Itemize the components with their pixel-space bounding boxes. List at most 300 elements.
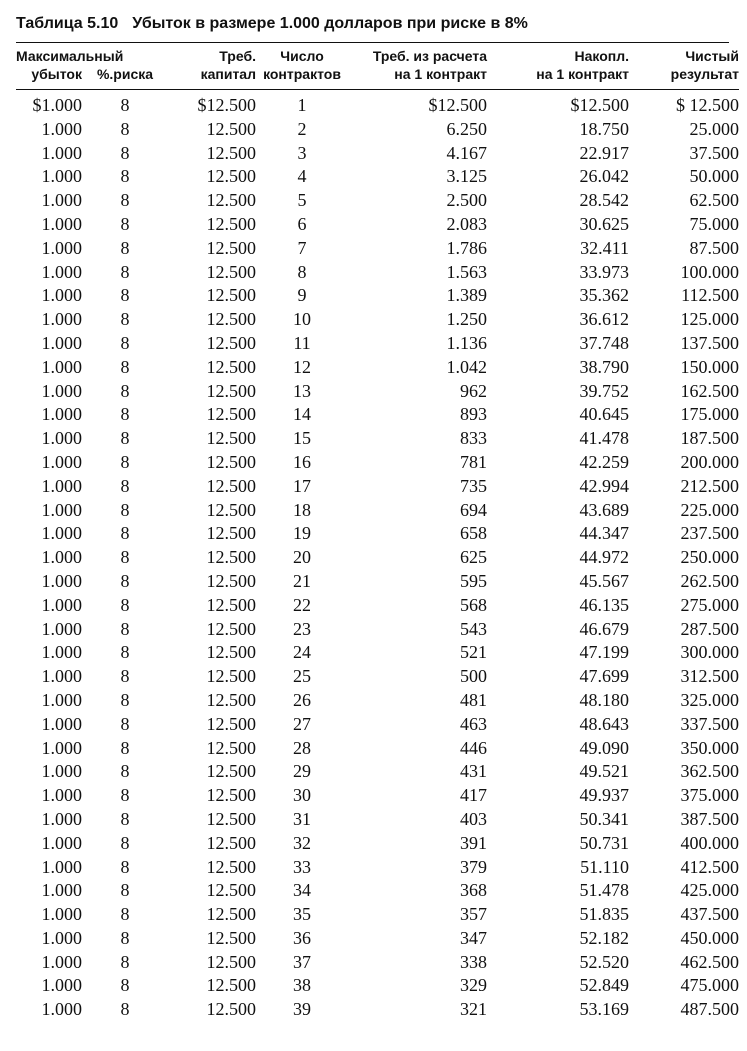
cell-required-capital: 12.500	[206, 737, 256, 758]
cell-max-loss: 1.000	[41, 975, 82, 996]
cell-contracts: 24	[293, 642, 311, 663]
column-header-accumulated-per-contract: Накопл. на 1 контракт	[536, 48, 629, 82]
table-row	[16, 356, 739, 380]
cell-max-loss: 1.000	[41, 808, 82, 829]
cell-net-result: 50.000	[689, 166, 739, 187]
cell-required-capital: 12.500	[206, 332, 256, 353]
cell-accumulated-per-contract: 35.362	[579, 285, 629, 306]
cell-contracts: 26	[293, 689, 311, 710]
header-row	[16, 43, 739, 90]
cell-contracts: 19	[293, 523, 311, 544]
cell-risk-percent: 8	[120, 666, 130, 687]
cell-net-result: 450.000	[680, 927, 739, 948]
cell-max-loss: 1.000	[41, 832, 82, 853]
cell-required-per-contract: 568	[460, 594, 487, 615]
cell-net-result: $ 12.500	[676, 95, 739, 115]
cell-required-capital: 12.500	[206, 547, 256, 568]
cell-max-loss: 1.000	[41, 428, 82, 449]
cell-required-capital: 12.500	[206, 190, 256, 211]
cell-risk-percent: 8	[120, 451, 130, 472]
cell-max-loss: 1.000	[41, 761, 82, 782]
cell-net-result: 375.000	[680, 785, 739, 806]
cell-accumulated-per-contract: 47.699	[579, 666, 629, 687]
cell-max-loss: 1.000	[41, 785, 82, 806]
cell-contracts: 1	[297, 95, 307, 115]
cell-accumulated-per-contract: 52.849	[579, 975, 629, 996]
cell-contracts: 17	[293, 475, 311, 496]
cell-accumulated-per-contract: 47.199	[579, 642, 629, 663]
table-row	[16, 927, 739, 951]
cell-required-capital: 12.500	[206, 142, 256, 163]
table-row	[16, 856, 739, 880]
cell-required-capital: 12.500	[206, 832, 256, 853]
table-row	[16, 380, 739, 404]
cell-net-result: 187.500	[680, 428, 739, 449]
cell-contracts: 18	[293, 499, 311, 520]
table-row	[16, 403, 739, 427]
cell-required-per-contract: 6.250	[446, 118, 487, 139]
cell-required-per-contract: 658	[460, 523, 487, 544]
cell-risk-percent: 8	[120, 832, 130, 853]
cell-required-per-contract: 500	[460, 666, 487, 687]
cell-net-result: 237.500	[680, 523, 739, 544]
column-header-risk-percent: %.риска	[96, 66, 154, 82]
column-header-contracts: Число контрактов	[263, 48, 341, 82]
cell-accumulated-per-contract: 43.689	[579, 499, 629, 520]
table-header	[16, 43, 739, 90]
cell-required-per-contract: 338	[460, 951, 487, 972]
cell-accumulated-per-contract: 33.973	[579, 261, 629, 282]
cell-required-per-contract: 1.136	[446, 332, 487, 353]
cell-risk-percent: 8	[120, 856, 130, 877]
cell-net-result: 112.500	[681, 285, 739, 306]
cell-required-per-contract: 781	[460, 451, 487, 472]
cell-contracts: 16	[293, 451, 311, 472]
cell-net-result: 325.000	[680, 689, 739, 710]
table-row	[16, 618, 739, 642]
cell-accumulated-per-contract: 32.411	[580, 237, 629, 258]
cell-accumulated-per-contract: 49.090	[579, 737, 629, 758]
cell-contracts: 6	[297, 213, 307, 234]
cell-risk-percent: 8	[120, 713, 130, 734]
cell-max-loss: 1.000	[41, 190, 82, 211]
table-row	[16, 665, 739, 689]
cell-net-result: 25.000	[689, 118, 739, 139]
cell-max-loss: 1.000	[41, 666, 82, 687]
cell-required-per-contract: 368	[460, 880, 487, 901]
table-row	[16, 284, 739, 308]
cell-accumulated-per-contract: 52.182	[579, 927, 629, 948]
cell-accumulated-per-contract: 44.347	[579, 523, 629, 544]
cell-contracts: 7	[297, 237, 307, 258]
cell-required-capital: 12.500	[206, 237, 256, 258]
cell-net-result: 350.000	[680, 737, 739, 758]
cell-risk-percent: 8	[120, 118, 130, 139]
cell-accumulated-per-contract: 22.917	[579, 142, 629, 163]
cell-required-per-contract: 357	[460, 904, 487, 925]
cell-required-per-contract: 379	[460, 856, 487, 877]
cell-required-per-contract: 329	[460, 975, 487, 996]
cell-required-capital: 12.500	[206, 475, 256, 496]
cell-required-capital: 12.500	[206, 785, 256, 806]
cell-accumulated-per-contract: 46.135	[579, 594, 629, 615]
cell-max-loss: 1.000	[41, 261, 82, 282]
cell-max-loss: 1.000	[41, 213, 82, 234]
cell-risk-percent: 8	[120, 761, 130, 782]
cell-risk-percent: 8	[120, 190, 130, 211]
table-row	[16, 832, 739, 856]
cell-required-per-contract: 1.389	[446, 285, 487, 306]
cell-contracts: 32	[293, 832, 311, 853]
cell-accumulated-per-contract: 38.790	[579, 356, 629, 377]
cell-max-loss: 1.000	[41, 332, 82, 353]
cell-net-result: 62.500	[689, 190, 739, 211]
cell-contracts: 5	[297, 190, 307, 211]
cell-required-capital: $12.500	[197, 95, 256, 115]
cell-net-result: 337.500	[680, 713, 739, 734]
table-row	[16, 879, 739, 903]
cell-max-loss: 1.000	[41, 594, 82, 615]
cell-contracts: 34	[293, 880, 311, 901]
cell-net-result: 162.500	[680, 380, 739, 401]
cell-required-capital: 12.500	[206, 499, 256, 520]
cell-required-per-contract: 833	[460, 428, 487, 449]
cell-max-loss: $1.000	[32, 95, 82, 115]
cell-required-capital: 12.500	[206, 285, 256, 306]
table-row	[16, 998, 739, 1022]
cell-net-result: 250.000	[680, 547, 739, 568]
cell-required-capital: 12.500	[206, 118, 256, 139]
cell-required-per-contract: 962	[460, 380, 487, 401]
cell-max-loss: 1.000	[41, 523, 82, 544]
cell-max-loss: 1.000	[41, 927, 82, 948]
cell-contracts: 39	[293, 999, 311, 1020]
cell-max-loss: 1.000	[41, 404, 82, 425]
cell-net-result: 100.000	[680, 261, 739, 282]
cell-risk-percent: 8	[120, 428, 130, 449]
cell-accumulated-per-contract: 28.542	[579, 190, 629, 211]
cell-net-result: 125.000	[680, 309, 739, 330]
cell-risk-percent: 8	[120, 475, 130, 496]
cell-contracts: 38	[293, 975, 311, 996]
column-header-max-loss: Максимальный убыток	[16, 48, 124, 82]
cell-required-per-contract: 403	[460, 808, 487, 829]
cell-required-capital: 12.500	[206, 594, 256, 615]
cell-accumulated-per-contract: 41.478	[579, 428, 629, 449]
cell-risk-percent: 8	[120, 927, 130, 948]
cell-accumulated-per-contract: 44.972	[579, 547, 629, 568]
cell-contracts: 12	[293, 356, 311, 377]
table-row	[16, 974, 739, 998]
cell-max-loss: 1.000	[41, 570, 82, 591]
cell-net-result: 412.500	[680, 856, 739, 877]
cell-net-result: 400.000	[680, 832, 739, 853]
cell-required-per-contract: 893	[460, 404, 487, 425]
cell-risk-percent: 8	[120, 547, 130, 568]
cell-net-result: 212.500	[680, 475, 739, 496]
cell-required-per-contract: 1.563	[446, 261, 487, 282]
cell-max-loss: 1.000	[41, 999, 82, 1020]
cell-max-loss: 1.000	[41, 475, 82, 496]
cell-risk-percent: 8	[120, 642, 130, 663]
cell-required-capital: 12.500	[206, 713, 256, 734]
cell-required-per-contract: 431	[460, 761, 487, 782]
cell-required-capital: 12.500	[206, 904, 256, 925]
cell-contracts: 11	[293, 332, 311, 353]
table-row	[16, 90, 739, 118]
cell-net-result: 487.500	[680, 999, 739, 1020]
cell-required-per-contract: 2.083	[446, 213, 487, 234]
table-caption	[16, 12, 729, 36]
cell-net-result: 175.000	[680, 404, 739, 425]
table-row	[16, 594, 739, 618]
cell-max-loss: 1.000	[41, 547, 82, 568]
cell-required-capital: 12.500	[206, 951, 256, 972]
table-number: Таблица 5.10	[16, 15, 119, 32]
cell-required-capital: 12.500	[206, 808, 256, 829]
cell-net-result: 300.000	[680, 642, 739, 663]
table-row	[16, 165, 739, 189]
cell-max-loss: 1.000	[41, 689, 82, 710]
cell-accumulated-per-contract: 48.643	[579, 713, 629, 734]
cell-required-per-contract: 625	[460, 547, 487, 568]
cell-max-loss: 1.000	[41, 951, 82, 972]
table-row	[16, 332, 739, 356]
table-row	[16, 570, 739, 594]
cell-contracts: 21	[293, 570, 311, 591]
cell-max-loss: 1.000	[41, 713, 82, 734]
column-header-required-per-contract: Треб. из расчета на 1 контракт	[372, 48, 487, 82]
cell-accumulated-per-contract: 51.110	[580, 856, 629, 877]
cell-contracts: 2	[297, 118, 307, 139]
cell-accumulated-per-contract: 26.042	[579, 166, 629, 187]
cell-required-capital: 12.500	[206, 642, 256, 663]
cell-contracts: 4	[297, 166, 307, 187]
cell-risk-percent: 8	[120, 404, 130, 425]
table-body	[16, 90, 739, 1023]
cell-contracts: 10	[293, 309, 311, 330]
cell-required-per-contract: 1.250	[446, 309, 487, 330]
cell-accumulated-per-contract: 51.835	[579, 904, 629, 925]
table-row	[16, 903, 739, 927]
cell-contracts: 36	[293, 927, 311, 948]
cell-accumulated-per-contract: 49.521	[579, 761, 629, 782]
table-row	[16, 808, 739, 832]
cell-risk-percent: 8	[120, 285, 130, 306]
cell-accumulated-per-contract: 45.567	[579, 570, 629, 591]
cell-max-loss: 1.000	[41, 904, 82, 925]
table-row	[16, 689, 739, 713]
cell-max-loss: 1.000	[41, 880, 82, 901]
cell-required-per-contract: 321	[460, 999, 487, 1020]
cell-risk-percent: 8	[120, 594, 130, 615]
cell-risk-percent: 8	[120, 951, 130, 972]
cell-accumulated-per-contract: 42.259	[579, 451, 629, 472]
cell-required-per-contract: 1.042	[446, 356, 487, 377]
table-row	[16, 713, 739, 737]
table-row	[16, 308, 739, 332]
cell-required-capital: 12.500	[206, 428, 256, 449]
table-row	[16, 261, 739, 285]
cell-contracts: 30	[293, 785, 311, 806]
cell-max-loss: 1.000	[41, 856, 82, 877]
cell-contracts: 33	[293, 856, 311, 877]
cell-risk-percent: 8	[120, 166, 130, 187]
cell-max-loss: 1.000	[41, 451, 82, 472]
table-row	[16, 522, 739, 546]
cell-contracts: 37	[293, 951, 311, 972]
cell-contracts: 28	[293, 737, 311, 758]
table-row	[16, 237, 739, 261]
cell-risk-percent: 8	[120, 570, 130, 591]
cell-required-capital: 12.500	[206, 523, 256, 544]
cell-max-loss: 1.000	[41, 142, 82, 163]
cell-net-result: 75.000	[689, 213, 739, 234]
cell-required-capital: 12.500	[206, 761, 256, 782]
cell-required-capital: 12.500	[206, 570, 256, 591]
cell-risk-percent: 8	[120, 261, 130, 282]
cell-required-capital: 12.500	[206, 856, 256, 877]
cell-required-per-contract: 694	[460, 499, 487, 520]
cell-required-capital: 12.500	[206, 213, 256, 234]
cell-accumulated-per-contract: 42.994	[579, 475, 629, 496]
cell-required-per-contract: 4.167	[446, 142, 487, 163]
cell-accumulated-per-contract: 39.752	[579, 380, 629, 401]
cell-net-result: 425.000	[680, 880, 739, 901]
cell-accumulated-per-contract: 30.625	[579, 213, 629, 234]
cell-max-loss: 1.000	[41, 499, 82, 520]
cell-max-loss: 1.000	[41, 285, 82, 306]
cell-required-per-contract: 595	[460, 570, 487, 591]
table-row	[16, 737, 739, 761]
cell-contracts: 35	[293, 904, 311, 925]
cell-required-capital: 12.500	[206, 999, 256, 1020]
cell-required-per-contract: 417	[460, 785, 487, 806]
cell-accumulated-per-contract: 53.169	[579, 999, 629, 1020]
cell-risk-percent: 8	[120, 237, 130, 258]
cell-net-result: 262.500	[680, 570, 739, 591]
cell-required-capital: 12.500	[206, 404, 256, 425]
cell-max-loss: 1.000	[41, 642, 82, 663]
cell-net-result: 362.500	[680, 761, 739, 782]
cell-contracts: 3	[297, 142, 307, 163]
cell-net-result: 87.500	[689, 237, 739, 258]
cell-required-per-contract: 3.125	[446, 166, 487, 187]
cell-required-capital: 12.500	[206, 451, 256, 472]
cell-risk-percent: 8	[120, 213, 130, 234]
cell-contracts: 22	[293, 594, 311, 615]
cell-risk-percent: 8	[120, 380, 130, 401]
cell-max-loss: 1.000	[41, 118, 82, 139]
cell-risk-percent: 8	[120, 785, 130, 806]
table-row	[16, 142, 739, 166]
cell-accumulated-per-contract: 37.748	[579, 332, 629, 353]
cell-required-per-contract: 521	[460, 642, 487, 663]
cell-required-capital: 12.500	[206, 356, 256, 377]
cell-risk-percent: 8	[120, 880, 130, 901]
cell-max-loss: 1.000	[41, 356, 82, 377]
cell-contracts: 27	[293, 713, 311, 734]
cell-contracts: 9	[297, 285, 307, 306]
column-header-net-result: Чистый результат	[670, 48, 739, 82]
cell-required-per-contract: 2.500	[446, 190, 487, 211]
cell-net-result: 225.000	[680, 499, 739, 520]
cell-required-capital: 12.500	[206, 689, 256, 710]
cell-required-capital: 12.500	[206, 309, 256, 330]
cell-required-capital: 12.500	[206, 261, 256, 282]
table-row	[16, 784, 739, 808]
loss-table	[16, 43, 739, 1022]
cell-net-result: 462.500	[680, 951, 739, 972]
cell-required-capital: 12.500	[206, 166, 256, 187]
cell-risk-percent: 8	[120, 689, 130, 710]
cell-risk-percent: 8	[120, 356, 130, 377]
cell-max-loss: 1.000	[41, 380, 82, 401]
cell-contracts: 15	[293, 428, 311, 449]
cell-risk-percent: 8	[120, 95, 130, 115]
table-title: Убыток в размере 1.000 долларов при риске в 8%	[132, 15, 528, 32]
cell-required-per-contract: 347	[460, 927, 487, 948]
table-row	[16, 451, 739, 475]
cell-accumulated-per-contract: $12.500	[570, 95, 629, 115]
cell-risk-percent: 8	[120, 618, 130, 639]
cell-risk-percent: 8	[120, 904, 130, 925]
cell-accumulated-per-contract: 46.679	[579, 618, 629, 639]
cell-contracts: 25	[293, 666, 311, 687]
table-row	[16, 951, 739, 975]
cell-accumulated-per-contract: 40.645	[579, 404, 629, 425]
cell-contracts: 20	[293, 547, 311, 568]
cell-max-loss: 1.000	[41, 166, 82, 187]
cell-accumulated-per-contract: 50.341	[579, 808, 629, 829]
table-row	[16, 499, 739, 523]
table-row	[16, 427, 739, 451]
cell-net-result: 387.500	[680, 808, 739, 829]
cell-required-per-contract: 391	[460, 832, 487, 853]
cell-required-per-contract: 463	[460, 713, 487, 734]
cell-net-result: 287.500	[680, 618, 739, 639]
cell-accumulated-per-contract: 48.180	[579, 689, 629, 710]
cell-accumulated-per-contract: 49.937	[579, 785, 629, 806]
cell-required-capital: 12.500	[206, 927, 256, 948]
cell-required-per-contract: 735	[460, 475, 487, 496]
cell-net-result: 150.000	[680, 356, 739, 377]
cell-risk-percent: 8	[120, 142, 130, 163]
table-row	[16, 213, 739, 237]
table-row	[16, 760, 739, 784]
cell-required-per-contract: 446	[460, 737, 487, 758]
cell-required-capital: 12.500	[206, 880, 256, 901]
column-header-required-capital: Треб. капитал	[200, 48, 256, 82]
cell-risk-percent: 8	[120, 999, 130, 1020]
cell-required-capital: 12.500	[206, 666, 256, 687]
cell-net-result: 275.000	[680, 594, 739, 615]
cell-required-per-contract: $12.500	[428, 95, 487, 115]
cell-max-loss: 1.000	[41, 309, 82, 330]
table-row	[16, 118, 739, 142]
cell-accumulated-per-contract: 50.731	[579, 832, 629, 853]
cell-contracts: 8	[297, 261, 307, 282]
cell-required-capital: 12.500	[206, 380, 256, 401]
cell-net-result: 137.500	[680, 332, 739, 353]
cell-contracts: 23	[293, 618, 311, 639]
cell-risk-percent: 8	[120, 309, 130, 330]
table-row	[16, 475, 739, 499]
cell-net-result: 200.000	[680, 451, 739, 472]
cell-max-loss: 1.000	[41, 237, 82, 258]
cell-accumulated-per-contract: 52.520	[579, 951, 629, 972]
cell-net-result: 475.000	[680, 975, 739, 996]
